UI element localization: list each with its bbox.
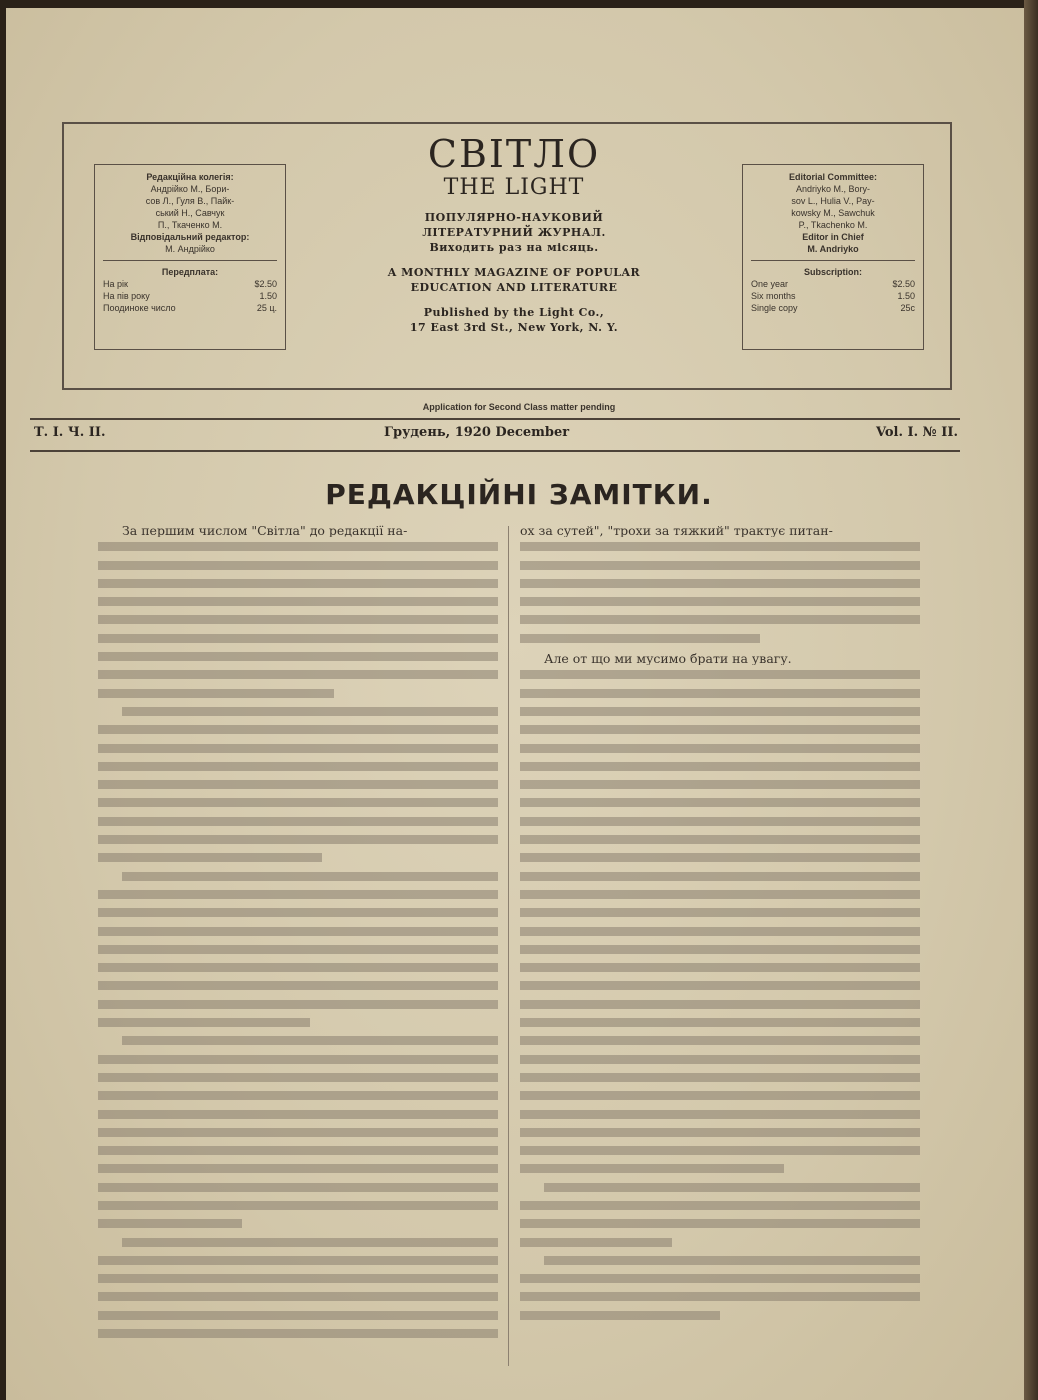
price-row: На пів року 1.50 [103,291,277,301]
text-line-placeholder [98,835,498,844]
board-line: Редакційна колегія: [146,172,234,182]
text-line-placeholder [520,1018,920,1027]
text-line-placeholder [520,561,920,570]
text-line-placeholder [98,1055,498,1064]
text-line-placeholder [520,817,920,826]
text-line-placeholder [520,963,920,972]
board-line: Відповідальний редактор: [130,232,250,242]
text-line-placeholder [520,689,920,698]
text-line-placeholder [520,853,920,862]
text-line-placeholder [520,1091,920,1100]
text-line-placeholder [98,1091,498,1100]
text-line-placeholder [520,597,920,606]
board-line: М. Андрійко [165,244,215,254]
text-line-placeholder [98,981,498,990]
column-lines [520,670,920,1319]
text-line-placeholder [520,908,920,917]
text-line-placeholder [122,1238,498,1247]
text-line-placeholder [98,1128,498,1137]
text-line-placeholder [520,1238,672,1247]
masthead [62,122,952,390]
page-edge [1024,0,1038,1400]
divider [751,260,915,261]
text-line-placeholder [520,542,920,551]
text-line-placeholder [520,780,920,789]
text-line-placeholder [520,1311,720,1320]
text-line-placeholder [520,890,920,899]
article-line: За першим числом "Світла" до редакції на- [122,524,408,538]
text-line-placeholder [520,1292,920,1301]
text-line-placeholder [98,1219,242,1228]
text-line-placeholder [520,1073,920,1082]
text-line-placeholder [520,1110,920,1119]
column-divider [508,526,509,1366]
text-line-placeholder [98,634,498,643]
text-line-placeholder [122,707,498,716]
board-line: Editor in Chief [802,232,864,242]
text-line-placeholder [98,1018,310,1027]
text-line-placeholder [520,579,920,588]
text-line-placeholder [98,689,334,698]
board-line: сов Л., Гуля В., Пайк- [145,196,235,206]
editorial-board-box-en [742,164,924,350]
text-line-placeholder [520,1000,920,1009]
text-line-placeholder [520,872,920,881]
text-line-placeholder [98,1292,498,1301]
text-line-placeholder [98,817,498,826]
subtitle-ua: ПОПУЛЯРНО-НАУКОВИЙ [424,211,604,224]
text-line-placeholder [98,1311,498,1320]
text-line-placeholder [520,1219,920,1228]
text-line-placeholder [98,670,498,679]
text-line-placeholder [520,927,920,936]
text-line-placeholder [98,597,498,606]
text-line-placeholder [98,798,498,807]
board-line: M. Andriyko [807,244,859,254]
price-row: Поодиноке число 25 ц. [103,303,277,313]
text-line-placeholder [520,707,920,716]
divider [103,260,277,261]
text-line-placeholder [98,908,498,917]
mailing-notice: Application for Second Class matter pending [422,402,616,412]
text-line-placeholder [98,1110,498,1119]
text-line-placeholder [122,1036,498,1045]
text-line-placeholder [520,1274,920,1283]
issue-date: Грудень, 1920 December [384,425,570,440]
text-line-placeholder [98,1183,498,1192]
text-line-placeholder [98,1000,498,1009]
board-line: Андрійко М., Бори- [150,184,230,194]
text-line-placeholder [98,1329,498,1338]
text-line-placeholder [520,1201,920,1210]
text-line-placeholder [520,725,920,734]
text-line-placeholder [98,927,498,936]
text-line-placeholder [122,872,498,881]
rule-top [30,418,960,420]
column-lines [98,542,498,1338]
publisher-address: 17 East 3rd St., New York, N. Y. [409,321,619,334]
text-line-placeholder [520,670,920,679]
board-line: P., Tkachenko M. [798,220,868,230]
text-line-placeholder [520,762,920,771]
text-line-placeholder [98,1164,498,1173]
text-line-placeholder [98,652,498,661]
subtitle-en: EDUCATION AND LITERATURE [410,281,618,294]
text-line-placeholder [98,1146,498,1155]
article-line: Але от що ми мусимо брати на увагу. [544,652,792,666]
text-line-placeholder [520,634,760,643]
issue-volume-ua: Т. І. Ч. II. [34,425,106,440]
column-lines [520,542,920,642]
article-line: ох за сутей", "трохи за тяжкий" трактує питан- [520,524,833,538]
text-line-placeholder [520,945,920,954]
text-line-placeholder [98,744,498,753]
magazine-title-en: THE LIGHT [443,175,585,200]
text-line-placeholder [98,1073,498,1082]
text-line-placeholder [98,542,498,551]
board-line: kowsky M., Sawchuk [791,208,875,218]
article-title: РЕДАКЦІЙНІ ЗАМІТКИ. [325,478,713,511]
text-line-placeholder [520,1036,920,1045]
subtitle-ua: Виходить раз на місяць. [429,241,599,254]
text-line-placeholder [520,981,920,990]
text-line-placeholder [98,780,498,789]
text-line-placeholder [520,1146,920,1155]
prices-title: Subscription: [804,267,862,277]
text-line-placeholder [98,615,498,624]
text-line-placeholder [98,963,498,972]
board-line: П., Ткаченко М. [157,220,223,230]
text-line-placeholder [520,1128,920,1137]
masthead-center [304,132,724,335]
editorial-board-box-ua [94,164,286,350]
text-line-placeholder [520,1055,920,1064]
text-line-placeholder [544,1256,920,1265]
price-row: Single copy 25c [751,303,915,313]
text-line-placeholder [520,835,920,844]
text-line-placeholder [520,1164,784,1173]
text-line-placeholder [98,1256,498,1265]
article-column-right [520,524,920,1329]
board-line: Editorial Committee: [788,172,877,182]
publisher-line: Published by the Light Co., [423,306,605,319]
text-line-placeholder [520,798,920,807]
text-line-placeholder [98,725,498,734]
text-line-placeholder [520,615,920,624]
text-line-placeholder [98,1274,498,1283]
issue-line [34,425,958,445]
price-row: One year $2.50 [751,279,915,289]
text-line-placeholder [98,1201,498,1210]
text-line-placeholder [98,579,498,588]
board-line: ський Н., Савчук [155,208,225,218]
price-row: Six months 1.50 [751,291,915,301]
subtitle-ua: ЛІТЕРАТУРНИЙ ЖУРНАЛ. [422,226,606,239]
magazine-title-ua: СВІТЛО [427,132,601,176]
text-line-placeholder [98,890,498,899]
subtitle-en: A MONTHLY MAGAZINE OF POPULAR [387,266,641,279]
text-line-placeholder [98,561,498,570]
rule-bottom [30,450,960,452]
board-line: sov L., Hulia V., Pay- [791,196,875,206]
text-line-placeholder [98,762,498,771]
text-line-placeholder [98,853,322,862]
text-line-placeholder [520,744,920,753]
board-line: Andriyko M., Bory- [795,184,871,194]
prices-title: Передплата: [161,267,219,277]
issue-volume-en: Vol. I. № II. [875,425,958,440]
text-line-placeholder [544,1183,920,1192]
text-line-placeholder [98,945,498,954]
price-row: На рік $2.50 [103,279,277,289]
article-column-left [98,524,498,1347]
